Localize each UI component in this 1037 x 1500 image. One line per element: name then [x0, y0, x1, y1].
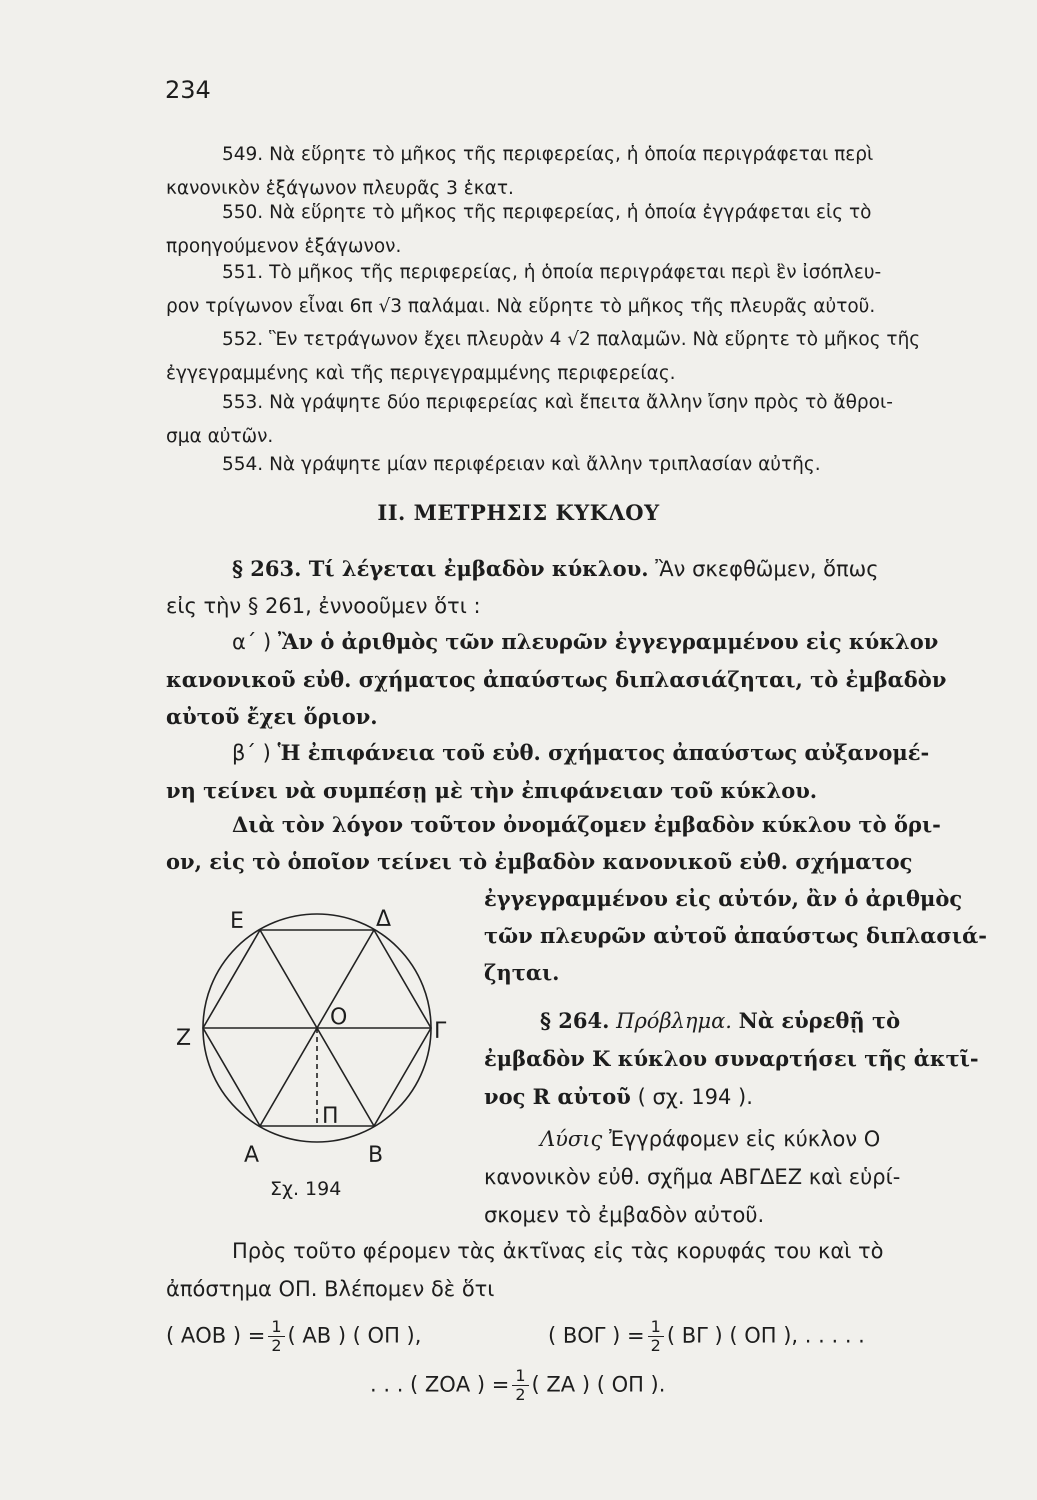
fraction-numerator: 1 [268, 1318, 284, 1337]
section-264-text: νος R αὐτοῦ [484, 1084, 631, 1109]
exercise-line: προηγούμενον ἑξάγωνον. [166, 236, 402, 257]
beta-text: Ἡ ἐπιφάνεια τοῦ εὐθ. σχήματος ἀπαύστως αὐξανομέ- [277, 740, 930, 765]
fraction-one-half [648, 1318, 664, 1355]
label-B: Β [368, 1143, 384, 1168]
exercise-552 [166, 323, 1002, 391]
formula-aob-right: ( ΑΒ ) ( ΟΠ ), [287, 1323, 422, 1348]
statement-beta [166, 734, 1002, 809]
exercise-550 [166, 196, 1002, 264]
continuation-line: ἀπόστημα ΟΠ. Βλέπομεν δὲ ὅτι [166, 1277, 495, 1301]
statement-beta-line [166, 734, 1002, 772]
formula-zoa-left: . . . ( ΖΟΑ ) = [370, 1372, 510, 1397]
solution [484, 1120, 1002, 1234]
fraction-numerator: 1 [512, 1367, 528, 1386]
section-264-text-line [484, 1078, 1002, 1116]
fraction-denominator: 2 [515, 1385, 526, 1404]
continuation-line: Πρὸς τοῦτο φέρομεν τὰς ἀκτῖνας εἰς τὰς κορυφάς του καὶ τὸ [232, 1239, 884, 1263]
label-G: Γ [434, 1019, 447, 1044]
definition-line: Διὰ τὸν λόγον τοῦτον ὀνομάζομεν ἐμβαδὸν κύκλου τὸ ὅρι- [232, 812, 941, 837]
section-264-title-line [484, 1002, 1002, 1040]
formula-aob-left: ( ΑΟΒ ) = [166, 1323, 266, 1348]
definition-line: ἐγγεγραμμένου εἰς αὐτόν, ἂν ὁ ἀριθμὸς [484, 886, 963, 911]
exercise-551 [166, 256, 1002, 324]
label-O: Ο [330, 1005, 348, 1030]
section-264 [484, 1002, 1002, 1116]
definition-line: τῶν πλευρῶν αὐτοῦ ἀπαύστως διπλασιά- [484, 923, 987, 948]
continuation [166, 1232, 1002, 1308]
section-heading: II. ΜΕΤΡΗΣΙΣ ΚΥΚΛΟΥ [377, 500, 660, 525]
definition [166, 806, 1002, 880]
label-A: Α [244, 1143, 260, 1168]
formula-aob [166, 1318, 421, 1355]
alpha-text: Ἂν ὁ ἀριθμὸς τῶν πλευρῶν ἐγγεγραμμένου εἰς κύκλον [277, 629, 939, 654]
formula-zoa-right: ( ΖΑ ) ( ΟΠ ). [531, 1372, 666, 1397]
label-P: Π [322, 1104, 339, 1129]
fraction-denominator: 2 [650, 1336, 661, 1355]
definition-line: ζηται. [484, 960, 560, 985]
section-264-title: Πρόβλημα. [616, 1009, 732, 1033]
section-264-text: ἐμβαδὸν Κ κύκλου συναρτήσει τῆς ἀκτῖ- [484, 1046, 979, 1071]
exercise-line: κανονικὸν ἑξάγωνον πλευρᾶς 3 ἑκατ. [166, 178, 514, 199]
exercise-553 [166, 386, 1002, 454]
exercise-line: 554. Νὰ γράψητε μίαν περιφέρειαν καὶ ἄλλην τριπλασίαν αὐτῆς. [222, 454, 821, 475]
exercise-line: 552. Ἓν τετράγωνον ἔχει πλευρὰν 4 √2 παλαμῶν. Νὰ εὕρητε τὸ μῆκος τῆς [222, 329, 921, 350]
section-263-title-line [166, 550, 1002, 588]
solution-label: Λύσις [540, 1127, 603, 1151]
solution-text: κανονικὸν εὐθ. σχῆμα ΑΒΓΔΕΖ καὶ εὑρί- [484, 1165, 901, 1189]
page-number: 234 [165, 76, 211, 104]
section-263-intro: Ἂν σκεφθῶμεν, ὅπως [655, 557, 879, 581]
exercise-line: 549. Νὰ εὕρητε τὸ μῆκος τῆς περιφερείας, ἡ ὁποία περιγράφεται περὶ [222, 144, 874, 165]
solution-text: Ἐγγράφομεν εἰς κύκλον Ο [608, 1127, 881, 1151]
definition-line: ον, εἰς τὸ ὁποῖον τείνει τὸ ἐμβαδὸν κανονικοῦ εὐθ. σχήματος [166, 849, 913, 874]
exercise-line: ρον τρίγωνον εἶναι 6π √3 παλάμαι. Νὰ εὕρητε τὸ μῆκος τῆς πλευρᾶς αὐτοῦ. [166, 296, 876, 317]
statement-alpha [166, 623, 1002, 735]
formula-bog [548, 1318, 865, 1355]
fraction-numerator: 1 [648, 1318, 664, 1337]
section-263-intro-2: εἰς τὴν § 261, ἐννοοῦμεν ὅτι : [166, 594, 481, 618]
formula-bog-left: ( ΒΟΓ ) = [548, 1323, 645, 1348]
alpha-label: α΄ ) [232, 630, 272, 654]
beta-text: νη τείνει νὰ συμπέσῃ μὲ τὴν ἐπιφάνειαν τοῦ κύκλου. [166, 778, 818, 803]
exercise-line: 550. Νὰ εὕρητε τὸ μῆκος τῆς περιφερείας, ἡ ὁποία ἐγγράφεται εἰς τὸ [222, 202, 872, 223]
exercise-line: 551. Τὸ μῆκος τῆς περιφερείας, ἡ ὁποία περιγράφεται περὶ ἓν ἰσόπλευ- [222, 262, 882, 283]
figure-194-hexagon [168, 900, 468, 1210]
figure-caption: Σχ. 194 [270, 1178, 342, 1200]
figure-reference: ( σχ. 194 ). [637, 1085, 753, 1109]
section-263 [166, 550, 1002, 625]
exercise-line: 553. Νὰ γράψητε δύο περιφερείας καὶ ἔπειτα ἄλλην ἴσην πρὸς τὸ ἄθροι- [222, 392, 893, 413]
fraction-one-half [268, 1318, 284, 1355]
alpha-text: κανονικοῦ εὐθ. σχήματος ἀπαύστως διπλασιάζηται, τὸ ἐμβαδὸν [166, 667, 947, 692]
beta-label: β΄ ) [232, 741, 271, 765]
formula-zoa [370, 1367, 665, 1404]
definition-right [484, 880, 1002, 991]
alpha-text: αὐτοῦ ἔχει ὅριον. [166, 704, 378, 729]
formula-bog-right: ( ΒΓ ) ( ΟΠ ), . . . . . [666, 1323, 865, 1348]
section-263-title: § 263. Τί λέγεται ἐμβαδὸν κύκλου. [232, 556, 649, 581]
exercise-line: σμα αὐτῶν. [166, 426, 274, 447]
solution-text: σκομεν τὸ ἐμβαδὸν αὐτοῦ. [484, 1203, 765, 1227]
exercise-line: ἐγγεγραμμένης καὶ τῆς περιγεγραμμένης περιφερείας. [166, 363, 676, 384]
fraction-one-half [512, 1367, 528, 1404]
statement-alpha-line [166, 623, 1002, 661]
label-Z: Ζ [176, 1026, 192, 1051]
exercise-554 [166, 448, 1002, 482]
label-E: Ε [230, 909, 244, 934]
fraction-denominator: 2 [271, 1336, 282, 1355]
section-264-number: § 264. [540, 1008, 610, 1033]
solution-line [484, 1120, 1002, 1158]
label-D: Δ [376, 907, 392, 932]
section-264-text: Νὰ εὑρεθῇ τὸ [738, 1008, 901, 1033]
